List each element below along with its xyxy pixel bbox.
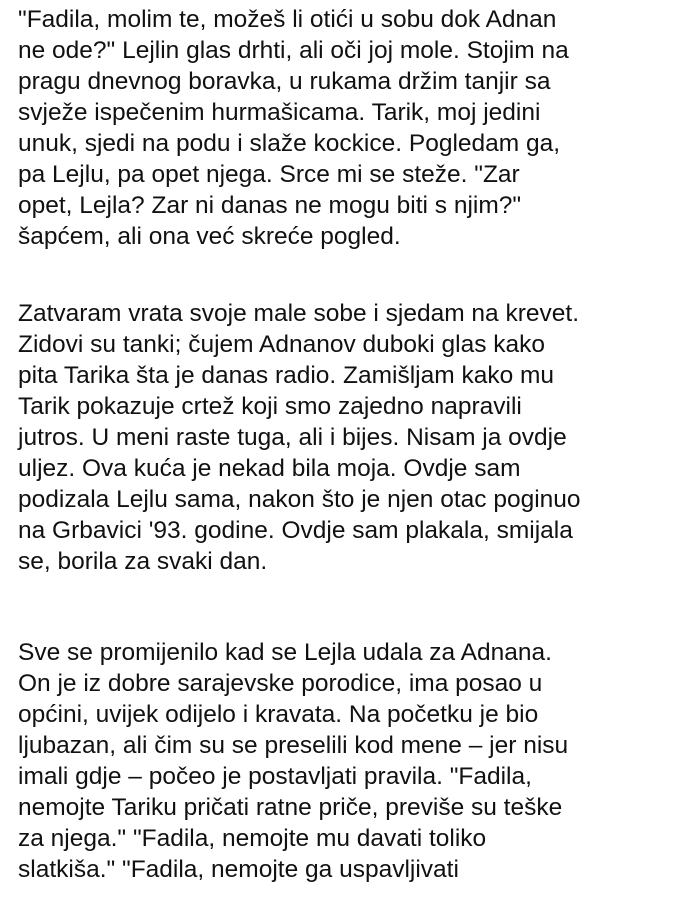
text-line: ne ode?" Lejlin glas drhti, ali oči joj mole. Stojim na xyxy=(18,37,569,64)
text-line: svježe ispečenim hurmašicama. Tarik, moj jedini xyxy=(18,99,541,126)
text-line: ljubazan, ali čim su se preselili kod mene – jer nisu xyxy=(18,732,569,759)
text-line: na Grbavici '93. godine. Ovdje sam plakala, smijala xyxy=(18,517,573,544)
paragraph-1 xyxy=(18,4,569,252)
text-line: imali gdje – počeo je postavljati pravila. "Fadila, xyxy=(18,763,532,790)
text-line: nemojte Tariku pričati ratne priče, previše su teške xyxy=(18,794,563,821)
text-line: pragu dnevnog boravka, u rukama držim tanjir sa xyxy=(18,68,551,95)
text-line: jutros. U meni raste tuga, ali i bijes. Nisam ja ovdje xyxy=(18,424,567,451)
text-line: šapćem, ali ona već skreće pogled. xyxy=(18,223,401,250)
text-line: Sve se promijenilo kad se Lejla udala za Adnana. xyxy=(18,639,552,666)
text-line: podizala Lejlu sama, nakon što je njen otac poginuo xyxy=(18,486,581,513)
text-line: "Fadila, molim te, možeš li otići u sobu dok Adnan xyxy=(18,6,557,33)
paragraph-2 xyxy=(18,298,581,577)
text-line: Zidovi su tanki; čujem Adnanov duboki glas kako xyxy=(18,331,546,358)
text-line: Tarik pokazuje crtež koji smo zajedno napravili xyxy=(18,393,522,420)
text-line: pita Tarika šta je danas radio. Zamišljam kako mu xyxy=(18,362,555,389)
text-line: On je iz dobre sarajevske porodice, ima posao u xyxy=(18,670,543,697)
text-line: općini, uvijek odijelo i kravata. Na početku je bio xyxy=(18,701,539,728)
text-line: uljez. Ova kuća je nekad bila moja. Ovdje sam xyxy=(18,455,521,482)
text-line: unuk, sjedi na podu i slaže kockice. Pogledam ga, xyxy=(18,130,561,157)
text-line: Zatvaram vrata svoje male sobe i sjedam na krevet. xyxy=(18,300,580,327)
text-line: pa Lejlu, pa opet njega. Srce mi se steže. "Zar xyxy=(18,161,520,188)
paragraph-3 xyxy=(18,637,568,885)
text-line: slatkiša." "Fadila, nemojte ga uspavljivati xyxy=(18,856,459,883)
text-line: opet, Lejla? Zar ni danas ne mogu biti s njim?" xyxy=(18,192,522,219)
text-line: za njega." "Fadila, nemojte mu davati toliko xyxy=(18,825,487,852)
text-line: se, borila za svaki dan. xyxy=(18,548,268,575)
